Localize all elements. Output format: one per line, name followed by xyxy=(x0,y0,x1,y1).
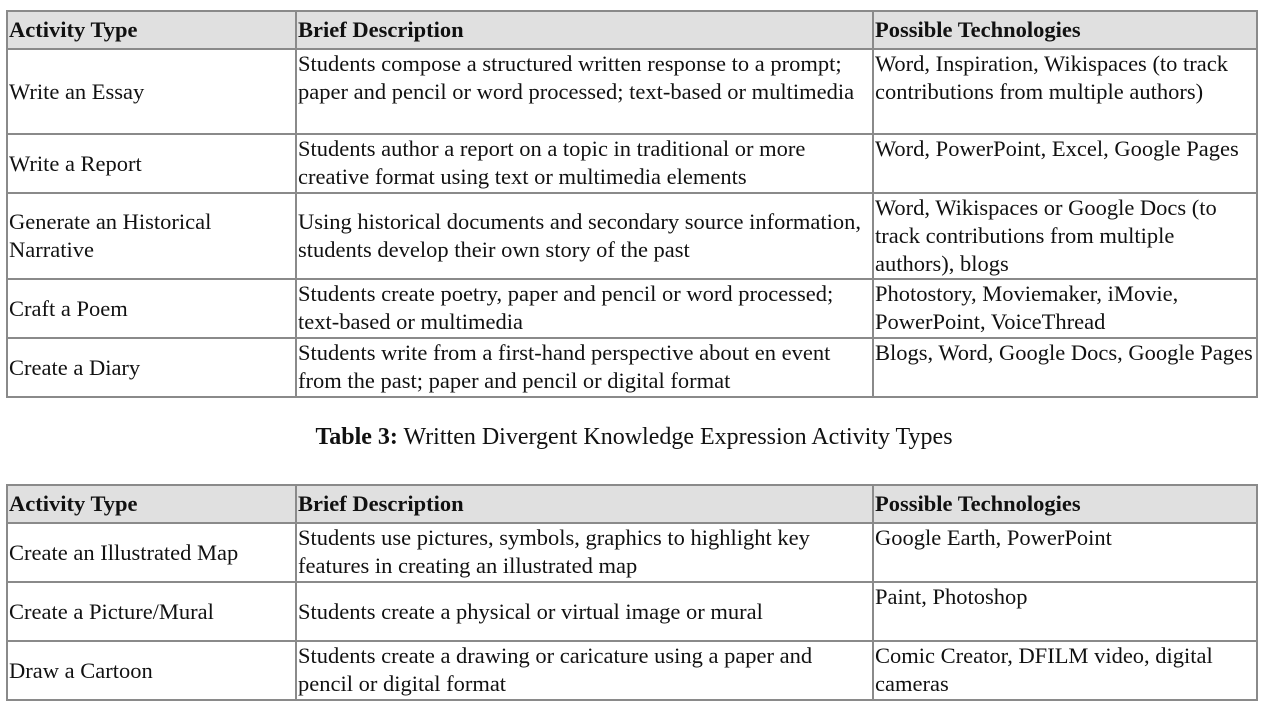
header-brief-description: Brief Description xyxy=(296,485,873,523)
activity-type: Create a Picture/Mural xyxy=(7,582,296,641)
technologies: Word, Inspiration, Wikispaces (to track contributions from multiple authors) xyxy=(873,49,1257,134)
table-row xyxy=(7,279,1257,338)
header-activity-type: Activity Type xyxy=(7,485,296,523)
technologies: Blogs, Word, Google Docs, Google Pages xyxy=(873,338,1257,397)
activity-type: Generate an Historical Narrative xyxy=(7,193,296,279)
activity-type: Draw a Cartoon xyxy=(7,641,296,700)
description: Students author a report on a topic in traditional or more creative format using text or multimedia elements xyxy=(296,134,873,193)
description: Students write from a first-hand perspective about en event from the past; paper and pencil or digital format xyxy=(296,338,873,397)
activity-type: Create a Diary xyxy=(7,338,296,397)
header-possible-technologies: Possible Technologies xyxy=(873,485,1257,523)
header-brief-description: Brief Description xyxy=(296,11,873,49)
header-activity-type: Activity Type xyxy=(7,11,296,49)
activity-type: Write an Essay xyxy=(7,49,296,134)
visual-activities-table xyxy=(6,484,1258,701)
activity-type: Create an Illustrated Map xyxy=(7,523,296,582)
activity-type: Craft a Poem xyxy=(7,279,296,338)
technologies: Comic Creator, DFILM video, digital cameras xyxy=(873,641,1257,700)
table-row xyxy=(7,641,1257,700)
table-header-row xyxy=(7,11,1257,49)
description: Using historical documents and secondary source information, students develop their own story of the past xyxy=(296,193,873,279)
table-row xyxy=(7,338,1257,397)
technologies: Paint, Photoshop xyxy=(873,582,1257,641)
technologies: Google Earth, PowerPoint xyxy=(873,523,1257,582)
description: Students compose a structured written response to a prompt; paper and pencil or word processed; text-based or multimedia xyxy=(296,49,873,134)
description: Students create a drawing or caricature using a paper and pencil or digital format xyxy=(296,641,873,700)
activity-type: Write a Report xyxy=(7,134,296,193)
table-caption xyxy=(0,424,1268,451)
caption-text: Written Divergent Knowledge Expression Activity Types xyxy=(403,424,953,450)
header-possible-technologies: Possible Technologies xyxy=(873,11,1257,49)
table-header-row xyxy=(7,485,1257,523)
technologies: Word, Wikispaces or Google Docs (to track contributions from multiple authors), blogs xyxy=(873,193,1257,279)
table-row xyxy=(7,523,1257,582)
table-row xyxy=(7,193,1257,279)
description: Students create poetry, paper and pencil or word processed; text-based or multimedia xyxy=(296,279,873,338)
description: Students use pictures, symbols, graphics to highlight key features in creating an illustrated map xyxy=(296,523,873,582)
caption-label: Table 3: xyxy=(315,424,398,450)
table-row xyxy=(7,49,1257,134)
technologies: Word, PowerPoint, Excel, Google Pages xyxy=(873,134,1257,193)
technologies: Photostory, Moviemaker, iMovie, PowerPoint, VoiceThread xyxy=(873,279,1257,338)
description: Students create a physical or virtual image or mural xyxy=(296,582,873,641)
written-activities-table xyxy=(6,10,1258,398)
table-row xyxy=(7,582,1257,641)
table-row xyxy=(7,134,1257,193)
